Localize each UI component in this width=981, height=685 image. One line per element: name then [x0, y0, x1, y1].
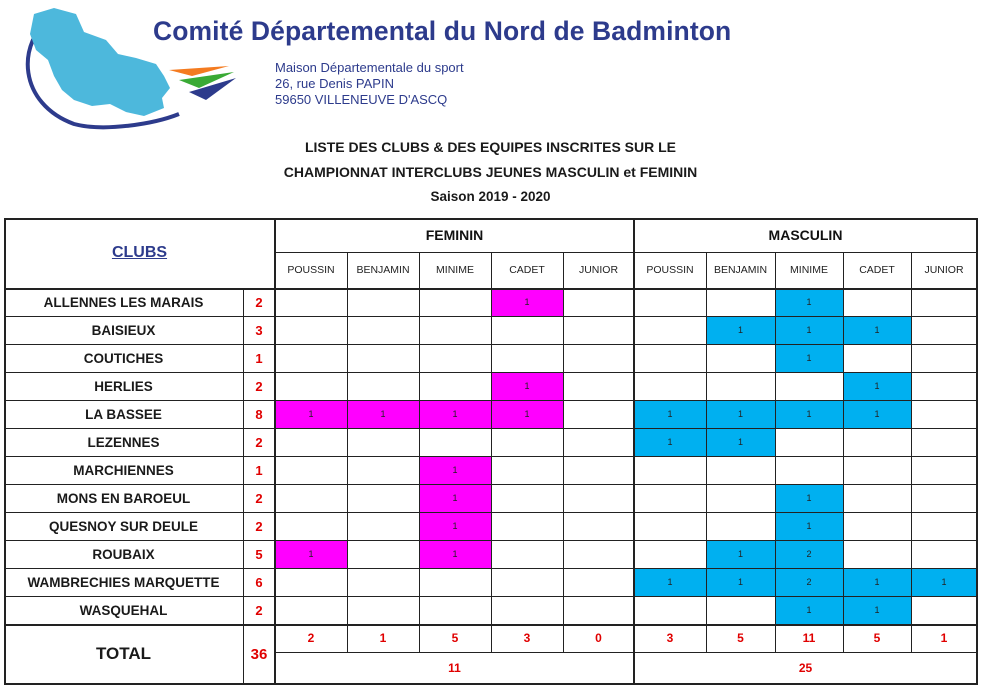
club-name: ALLENNES LES MARAIS — [43, 294, 204, 310]
feminin-column-total: 5 — [451, 631, 459, 645]
club-name: WAMBRECHIES MARQUETTE — [27, 574, 220, 590]
grid-line — [4, 428, 978, 429]
feminin-team-value: 1 — [452, 409, 458, 419]
feminin-category-minime: MINIME — [436, 264, 474, 276]
masculin-team-value: 1 — [874, 409, 880, 419]
grid-line — [4, 218, 978, 220]
feminin-category-poussin: POUSSIN — [287, 264, 335, 276]
masculin-category-junior: JUNIOR — [924, 264, 964, 276]
club-team-count: 5 — [255, 546, 263, 562]
feminin-column-total: 2 — [307, 631, 315, 645]
club-team-count: 2 — [255, 490, 263, 506]
club-name: WASQUEHAL — [79, 602, 168, 618]
masculin-team-value: 1 — [737, 437, 743, 447]
grid-line — [706, 252, 707, 652]
feminin-team-value: 1 — [452, 493, 458, 503]
masculin-team-value: 1 — [874, 381, 880, 391]
grid-line — [275, 252, 976, 253]
masculin-column-total: 11 — [802, 631, 816, 645]
feminin-column-total: 3 — [523, 631, 531, 645]
masculin-team-value: 1 — [667, 437, 673, 447]
grid-line — [911, 252, 912, 652]
masculin-category-poussin: POUSSIN — [646, 264, 694, 276]
feminin-header: FEMININ — [425, 227, 484, 243]
masculin-column-total: 1 — [940, 631, 948, 645]
masculin-team-value: 1 — [737, 325, 743, 335]
masculin-column-total: 5 — [873, 631, 881, 645]
masculin-team-value: 1 — [806, 605, 812, 615]
masculin-team-value: 1 — [874, 605, 880, 615]
club-name: MARCHIENNES — [73, 462, 174, 478]
grid-line — [4, 316, 978, 317]
masculin-team-value: 1 — [667, 409, 673, 419]
feminin-team-value: 1 — [524, 409, 530, 419]
masculin-team-value: 2 — [806, 549, 812, 559]
feminin-team-value: 1 — [524, 297, 530, 307]
club-name: LEZENNES — [87, 434, 160, 450]
club-team-count: 1 — [255, 350, 263, 366]
grid-line — [4, 540, 978, 541]
club-team-count: 2 — [255, 378, 263, 394]
grid-line — [419, 252, 420, 652]
address-line-1: Maison Départementale du sport — [275, 60, 464, 75]
document-heading-line-2: CHAMPIONNAT INTERCLUBS JEUNES MASCULIN et FEMININ — [283, 164, 698, 180]
masculin-team-value: 1 — [874, 577, 880, 587]
masculin-total: 25 — [798, 661, 813, 675]
address-line-3: 59650 VILLENEUVE D'ASCQ — [275, 92, 448, 107]
feminin-category-cadet: CADET — [509, 264, 545, 276]
grid-line — [4, 456, 978, 457]
masculin-team-value: 2 — [806, 577, 812, 587]
club-name: HERLIES — [94, 378, 153, 394]
club-team-count: 2 — [255, 434, 263, 450]
masculin-team-value: 1 — [667, 577, 673, 587]
feminin-total: 11 — [448, 661, 461, 675]
masculin-team-value: 1 — [806, 409, 812, 419]
grid-line — [563, 252, 564, 652]
masculin-team-value: 1 — [737, 549, 743, 559]
club-name: BAISIEUX — [91, 322, 156, 338]
grid-line — [4, 624, 978, 626]
total-label: TOTAL — [95, 644, 152, 663]
club-team-count: 3 — [255, 322, 263, 338]
masculin-team-value: 1 — [806, 353, 812, 363]
masculin-header: MASCULIN — [768, 227, 843, 243]
club-name: ROUBAIX — [92, 546, 155, 562]
feminin-team-value: 1 — [380, 409, 386, 419]
grid-line — [4, 596, 978, 597]
grid-line — [347, 252, 348, 652]
masculin-team-value: 1 — [806, 297, 812, 307]
feminin-column-total: 1 — [379, 631, 387, 645]
organization-title: Comité Départemental du Nord de Badminton — [153, 16, 732, 46]
feminin-team-value: 1 — [524, 381, 530, 391]
grid-line — [843, 252, 844, 652]
season-label: Saison 2019 - 2020 — [430, 189, 551, 204]
grid-line — [4, 512, 978, 513]
feminin-category-junior: JUNIOR — [578, 264, 619, 276]
feminin-category-benjamin: BENJAMIN — [356, 264, 410, 276]
club-team-count: 8 — [255, 406, 263, 422]
masculin-category-cadet: CADET — [859, 264, 895, 276]
masculin-column-total: 5 — [737, 631, 744, 645]
grid-line — [775, 252, 776, 652]
feminin-team-value: 1 — [452, 521, 458, 531]
club-name: MONS EN BAROEUL — [56, 490, 191, 506]
grid-line — [4, 344, 978, 345]
grid-line — [4, 568, 978, 569]
club-team-count: 6 — [255, 574, 263, 590]
masculin-team-value: 1 — [941, 577, 947, 587]
feminin-team-value: 1 — [452, 465, 458, 475]
grid-line — [4, 400, 978, 401]
grid-line — [491, 252, 492, 652]
masculin-team-value: 1 — [806, 521, 812, 531]
feminin-team-value: 1 — [308, 549, 314, 559]
club-name: COUTICHES — [83, 350, 164, 366]
club-team-count: 2 — [255, 294, 263, 310]
total-count: 36 — [250, 645, 268, 663]
masculin-team-value: 1 — [806, 493, 812, 503]
grid-line — [275, 652, 976, 653]
masculin-team-value: 1 — [874, 325, 880, 335]
masculin-category-benjamin: BENJAMIN — [713, 264, 768, 276]
club-name: LA BASSEE — [85, 406, 162, 422]
document-heading-line-1: LISTE DES CLUBS & DES EQUIPES INSCRITES SUR LE — [304, 139, 677, 155]
feminin-team-value: 1 — [308, 409, 314, 419]
feminin-team-value: 1 — [452, 549, 458, 559]
club-team-count: 2 — [255, 518, 263, 534]
clubs-table — [4, 218, 978, 684]
masculin-team-value: 1 — [737, 409, 743, 419]
address-line-2: 26, rue Denis PAPIN — [275, 76, 394, 91]
feminin-column-total: 0 — [595, 631, 602, 645]
clubs-header: CLUBS — [111, 244, 168, 261]
grid-line — [4, 484, 978, 485]
club-team-count: 2 — [255, 602, 263, 618]
club-team-count: 1 — [255, 462, 263, 478]
masculin-category-minime: MINIME — [790, 264, 828, 276]
club-name: QUESNOY SUR DEULE — [48, 518, 199, 534]
masculin-team-value: 1 — [806, 325, 812, 335]
masculin-team-value: 1 — [737, 577, 743, 587]
masculin-column-total: 3 — [666, 631, 674, 645]
grid-line — [4, 372, 978, 373]
